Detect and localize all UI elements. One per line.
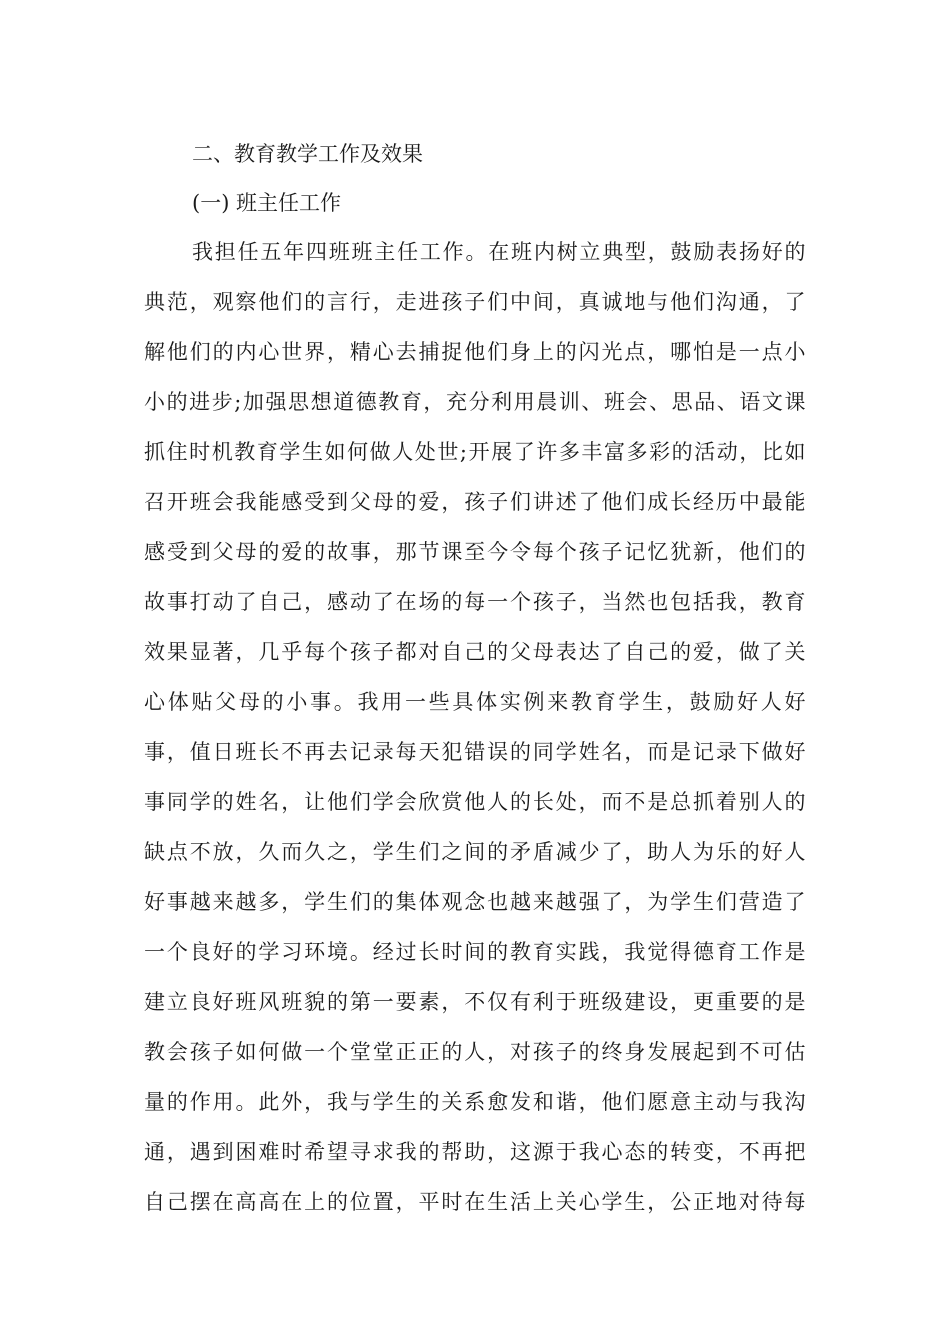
paragraph-line: 教会孩子如何做一个堂堂正正的人，对孩子的终身发展起到不可估 — [144, 1040, 806, 1064]
paragraph-line: 解他们的内心世界，精心去捕捉他们身上的闪光点，哪怕是一点小 — [144, 340, 806, 364]
paragraph-line: 典范，观察他们的言行，走进孩子们中间，真诚地与他们沟通，了 — [144, 290, 806, 314]
paragraph-line: 自己摆在高高在上的位置，平时在生活上关心学生，公正地对待每 — [144, 1190, 806, 1214]
subsection-heading: (一) 班主任工作 — [192, 191, 342, 215]
paragraph-line: 好事越来越多，学生们的集体观念也越来越强了，为学生们营造了 — [144, 890, 806, 914]
paragraph-line: 抓住时机教育学生如何做人处世;开展了许多丰富多彩的活动，比如 — [144, 440, 806, 464]
paragraph-line: 建立良好班风班貌的第一要素，不仅有利于班级建设，更重要的是 — [144, 990, 806, 1014]
paragraph-line: 一个良好的学习环境。经过长时间的教育实践，我觉得德育工作是 — [144, 940, 806, 964]
paragraph-line: 感受到父母的爱的故事，那节课至今令每个孩子记忆犹新，他们的 — [144, 540, 806, 564]
paragraph-line: 通，遇到困难时希望寻求我的帮助，这源于我心态的转变，不再把 — [144, 1140, 806, 1164]
paragraph-line: 故事打动了自己，感动了在场的每一个孩子，当然也包括我，教育 — [144, 590, 806, 614]
paragraph-line: 心体贴父母的小事。我用一些具体实例来教育学生，鼓励好人好 — [144, 690, 806, 714]
paragraph-line: 事同学的姓名，让他们学会欣赏他人的长处，而不是总抓着别人的 — [144, 790, 806, 814]
paragraph-line: 量的作用。此外，我与学生的关系愈发和谐，他们愿意主动与我沟 — [144, 1090, 806, 1114]
paragraph-line: 小的进步;加强思想道德教育，充分利用晨训、班会、思品、语文课 — [144, 390, 806, 414]
paragraph-line: 效果显著，几乎每个孩子都对自己的父母表达了自己的爱，做了关 — [144, 640, 806, 664]
paragraph-line: 我担任五年四班班主任工作。在班内树立典型，鼓励表扬好的 — [192, 240, 806, 264]
paragraph-line: 事，值日班长不再去记录每天犯错误的同学姓名，而是记录下做好 — [144, 740, 806, 764]
paragraph-line: 缺点不放，久而久之，学生们之间的矛盾减少了，助人为乐的好人 — [144, 840, 806, 864]
section-heading: 二、教育教学工作及效果 — [192, 142, 423, 166]
paragraph-line: 召开班会我能感受到父母的爱，孩子们讲述了他们成长经历中最能 — [144, 490, 806, 514]
